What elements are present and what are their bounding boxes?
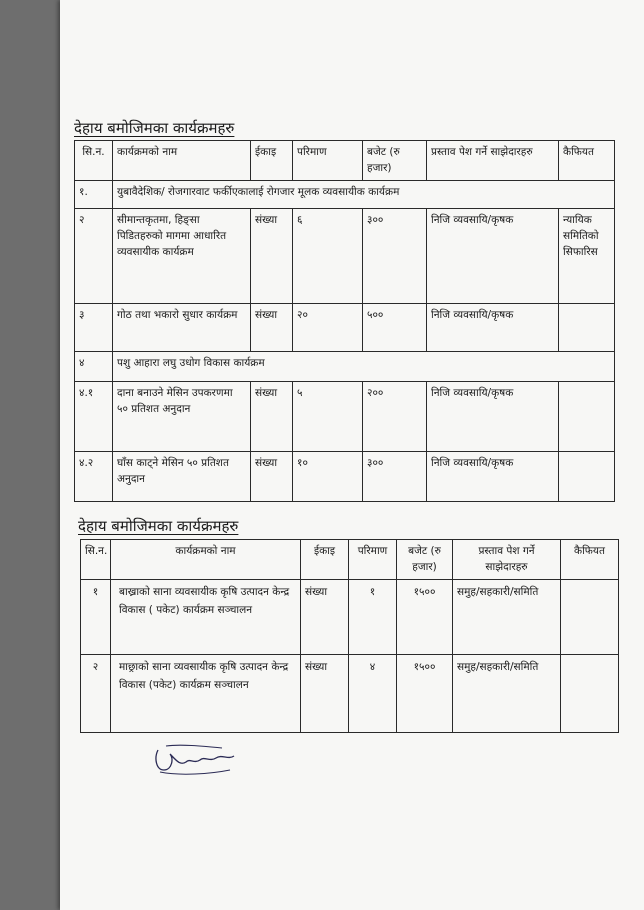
- cell-partner: समुह/सहकारी/समिति: [453, 655, 561, 733]
- table-row: [75, 351, 615, 381]
- table-row: [75, 381, 615, 451]
- cell-partner: निजि व्यवसायि/कृषक: [427, 451, 559, 501]
- cell-unit: संख्या: [251, 451, 293, 501]
- cell-partner: समुह/सहकारी/समिति: [453, 580, 561, 655]
- col-partner: प्रस्ताव पेश गर्ने साझेदारहरु: [453, 540, 561, 580]
- cell-remarks: [559, 303, 615, 351]
- cell-quantity: ४: [349, 655, 397, 733]
- table-row: [75, 180, 615, 208]
- cell-budget: ३००: [363, 208, 427, 303]
- col-quantity: परिमाण: [349, 540, 397, 580]
- cell-partner: निजि व्यवसायि/कृषक: [427, 303, 559, 351]
- cell-unit: संख्या: [301, 655, 349, 733]
- cell-unit: संख्या: [251, 208, 293, 303]
- cell-unit: संख्या: [251, 303, 293, 351]
- cell-remarks: [559, 381, 615, 451]
- cell-name: घाँस काट्ने मेसिन ५० प्रतिशत अनुदान: [113, 451, 251, 501]
- signature-image: [150, 740, 240, 780]
- cell-sn: ४.१: [75, 381, 113, 451]
- section2-heading: देहाय बमोजिमका कार्यक्रमहरु: [78, 517, 239, 535]
- cell-budget: १५००: [397, 655, 453, 733]
- cell-sn: १: [81, 580, 111, 655]
- table-row: [81, 655, 619, 733]
- col-remarks: कैफियत: [559, 141, 615, 181]
- table-row: [81, 580, 619, 655]
- cell-budget: २००: [363, 381, 427, 451]
- col-name: कार्यक्रमको नाम: [111, 540, 301, 580]
- col-partner: प्रस्ताव पेश गर्ने साझेदारहरु: [427, 141, 559, 181]
- cell-sn: ४: [75, 351, 113, 381]
- table-header-row: [75, 141, 615, 181]
- cell-partner: निजि व्यवसायि/कृषक: [427, 208, 559, 303]
- group-title: पशु आहारा लघु उधोग विकास कार्यक्रम: [113, 351, 615, 381]
- col-remarks: कैफियत: [561, 540, 619, 580]
- cell-name: माछ्राको साना व्यवसायीक कृषि उत्पादन केन्द्र विकास (पकेट) कार्यक्रम सञ्चालन: [111, 655, 301, 733]
- cell-quantity: ६: [293, 208, 363, 303]
- group-title: युबावैदेशिक/ रोजगारवाट फर्कीएकालाई रोगजार मूलक व्यवसायीक कार्यक्रम: [113, 180, 615, 208]
- cell-sn: २: [75, 208, 113, 303]
- table-row: [75, 208, 615, 303]
- col-sn: सि.न.: [81, 540, 111, 580]
- cell-name: गोठ तथा भकारो सुधार कार्यक्रम: [113, 303, 251, 351]
- table-row: [75, 303, 615, 351]
- cell-remarks: [561, 655, 619, 733]
- cell-sn: २: [81, 655, 111, 733]
- col-name: कार्यक्रमको नाम: [113, 141, 251, 181]
- cell-sn: ३: [75, 303, 113, 351]
- cell-remarks: न्यायिक समितिको सिफारिस: [559, 208, 615, 303]
- section1-heading: देहाय बमोजिमका कार्यक्रमहरु: [74, 119, 235, 137]
- cell-unit: संख्या: [301, 580, 349, 655]
- cell-unit: संख्या: [251, 381, 293, 451]
- cell-name: सीमान्तकृतमा, हिङ्सा पिडितहरुको मागमा आधारित व्यवसायीक कार्यक्रम: [113, 208, 251, 303]
- col-unit: ईकाइ: [251, 141, 293, 181]
- cell-quantity: ५: [293, 381, 363, 451]
- col-budget: बजेट (रु हजार): [363, 141, 427, 181]
- cell-budget: ३००: [363, 451, 427, 501]
- cell-remarks: [559, 451, 615, 501]
- cell-sn: १.: [75, 180, 113, 208]
- cell-partner: निजि व्यवसायि/कृषक: [427, 381, 559, 451]
- col-sn: सि.न.: [75, 141, 113, 181]
- cell-remarks: [561, 580, 619, 655]
- table-header-row: [81, 540, 619, 580]
- cell-quantity: १: [349, 580, 397, 655]
- cell-name: दाना बनाउने मेसिन उपकरणमा ५० प्रतिशत अनुदान: [113, 381, 251, 451]
- col-budget: बजेट (रु हजार): [397, 540, 453, 580]
- cell-name: बाख्राको साना व्यवसायीक कृषि उत्पादन केन्द्र विकास ( पकेट) कार्यक्रम सञ्चालन: [111, 580, 301, 655]
- cell-budget: १५००: [397, 580, 453, 655]
- cell-quantity: २०: [293, 303, 363, 351]
- col-unit: ईकाइ: [301, 540, 349, 580]
- cell-quantity: १०: [293, 451, 363, 501]
- col-quantity: परिमाण: [293, 141, 363, 181]
- cell-budget: ५००: [363, 303, 427, 351]
- section2-table: [80, 539, 619, 733]
- table-row: [75, 451, 615, 501]
- section1-table: [74, 140, 615, 502]
- cell-sn: ४.२: [75, 451, 113, 501]
